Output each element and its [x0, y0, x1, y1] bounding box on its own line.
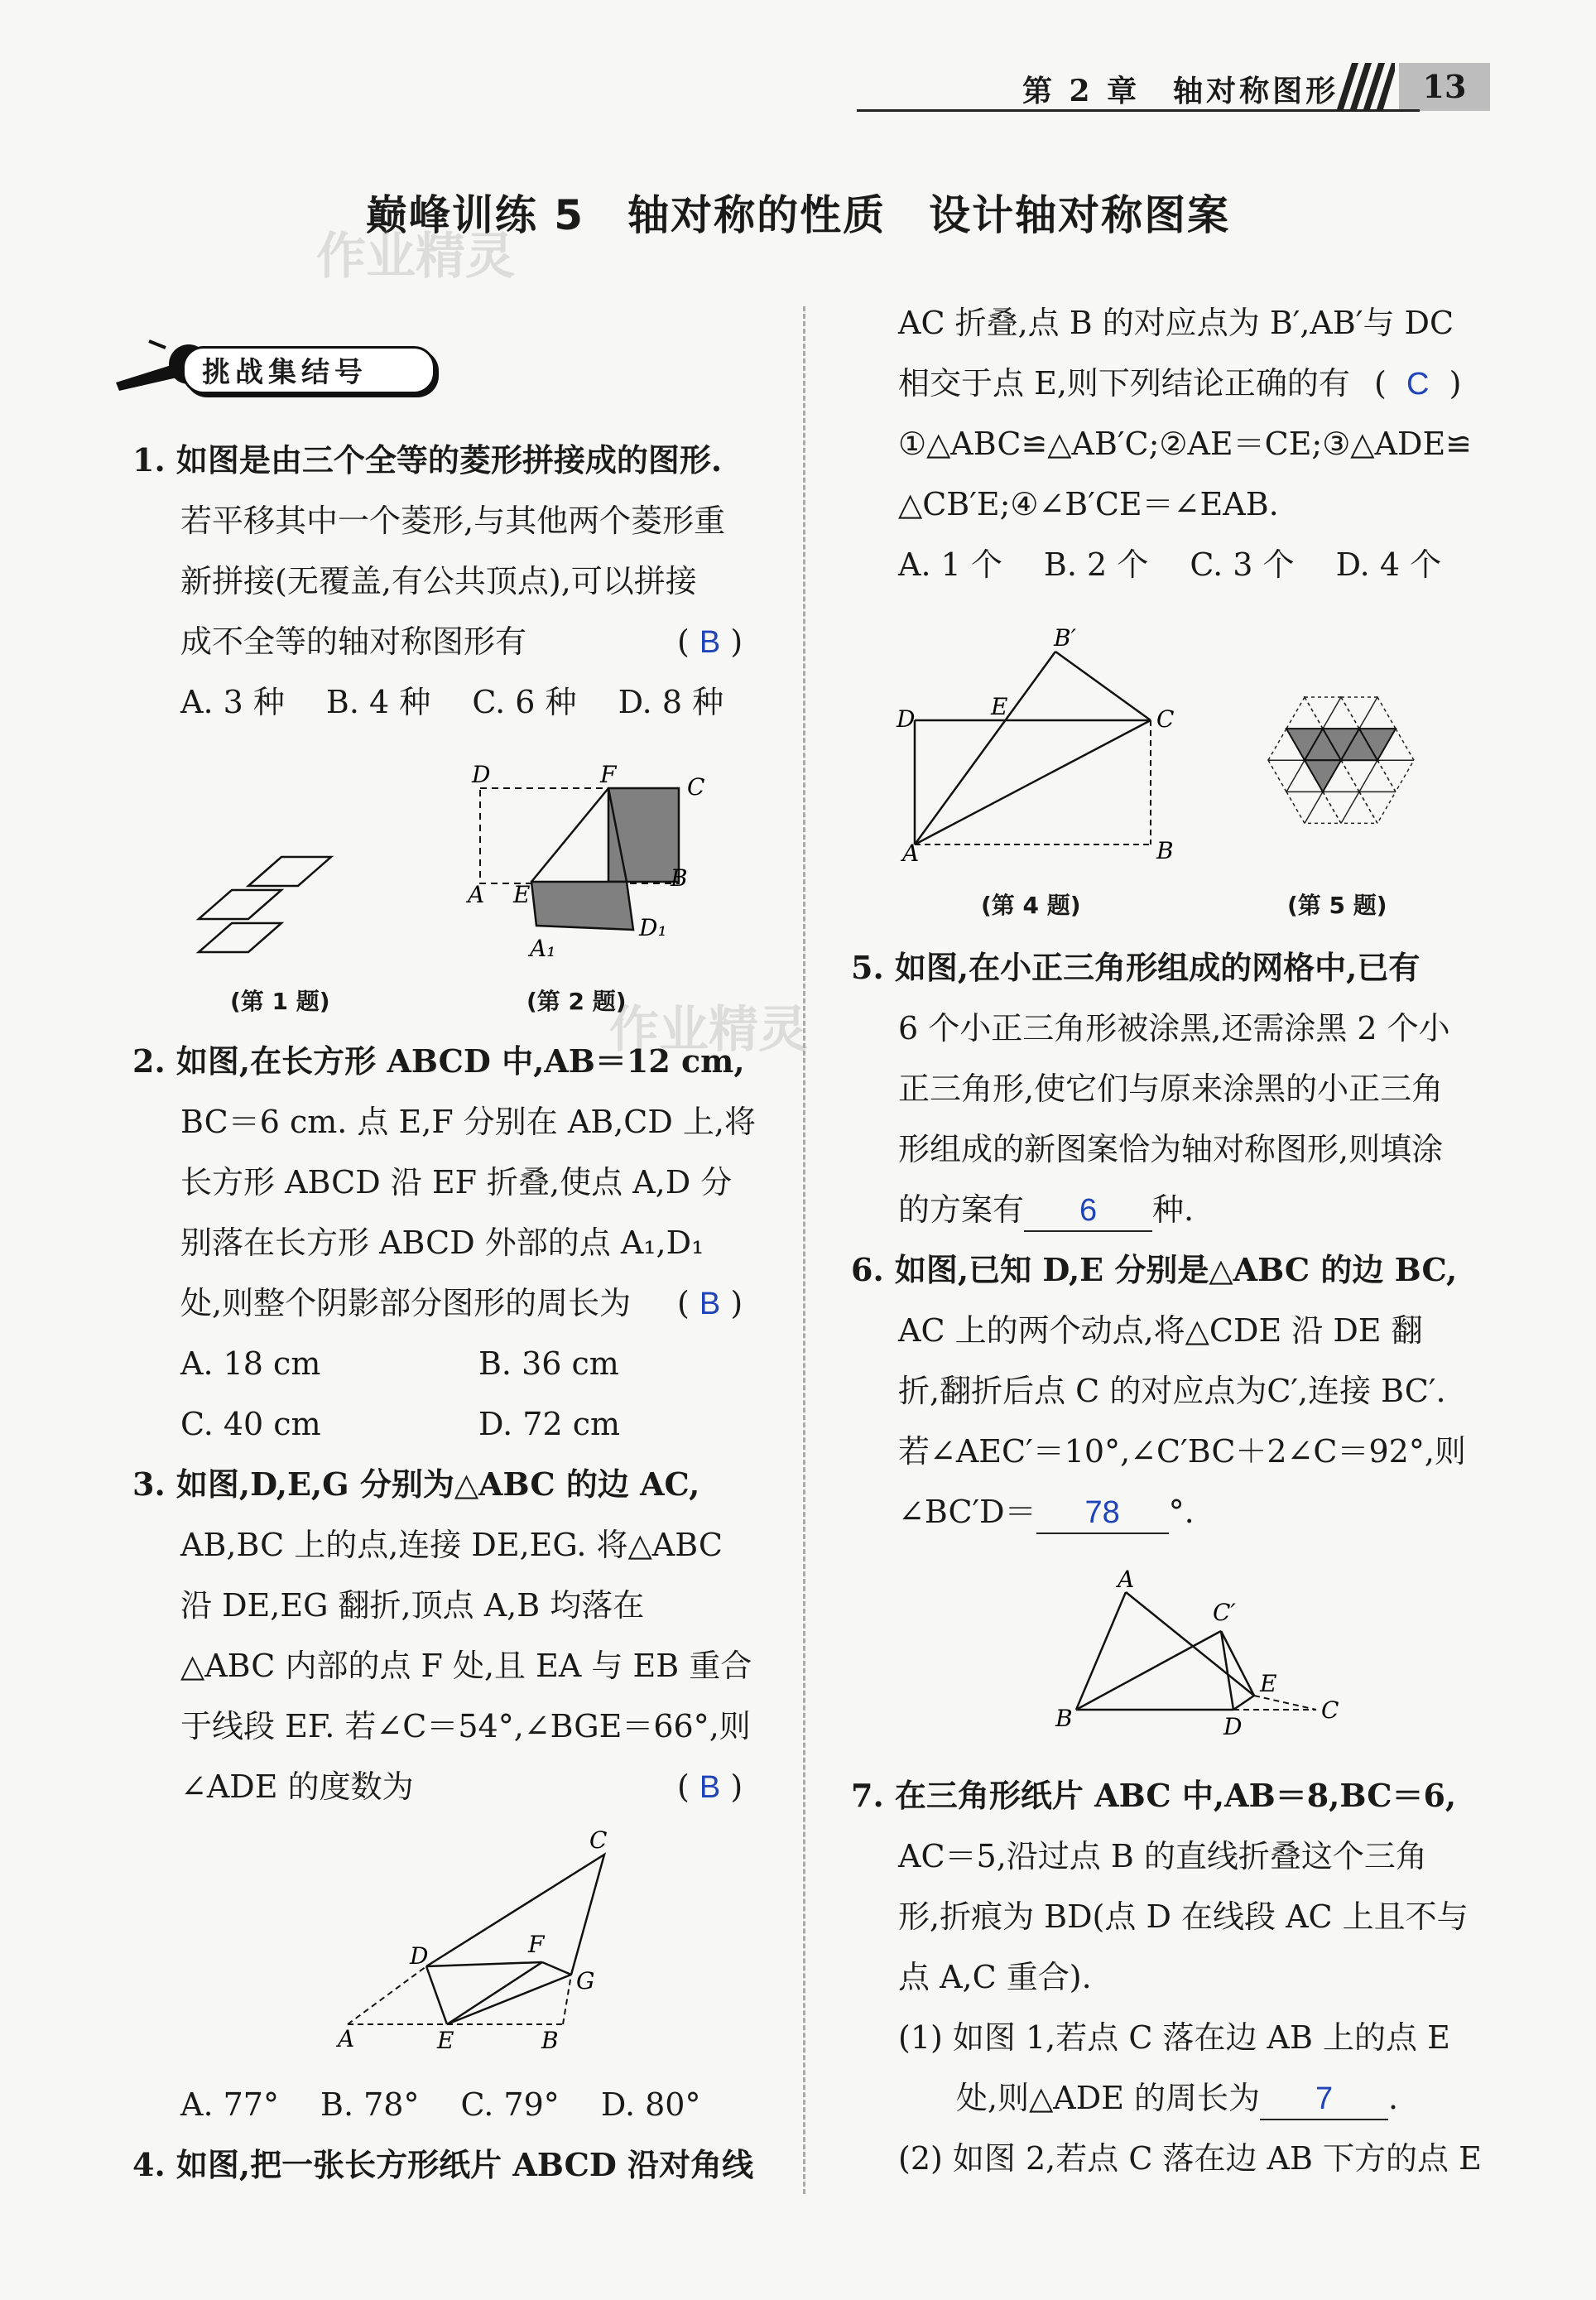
- page-number: 13: [1399, 63, 1490, 111]
- q3-answer: B: [699, 1770, 721, 1805]
- q7-sub1-line-2: [956, 2078, 1398, 2120]
- fig3-label-A: A: [338, 2025, 355, 2052]
- fig4-label-Bprime: B′: [1054, 624, 1076, 652]
- fig3-label-F: F: [528, 1931, 545, 1958]
- q1-options: A. 3 种 B. 4 种 C. 6 种 D. 8 种: [180, 684, 724, 720]
- q4-line-3: 相交于点 E,则下列结论正确的有: [898, 365, 1350, 402]
- watermark: 作业精灵: [316, 228, 515, 286]
- fig3-label-D: D: [410, 1942, 429, 1970]
- chapter-header: 第 2 章 轴对称图形: [1022, 74, 1339, 108]
- q4-line-5: △CB′E;④∠B′CE＝∠EAB.: [898, 486, 1279, 522]
- grid-triangle: [1341, 697, 1377, 729]
- fig4-label-E: E: [991, 693, 1008, 720]
- q5-line-4: 形组成的新图案恰为轴对称图形,则填涂: [898, 1131, 1444, 1167]
- q1-line-1: 1. 如图是由三个全等的菱形拼接成的图形.: [132, 441, 723, 479]
- figure-5-triangle-grid: [1238, 687, 1445, 869]
- fig3-label-B: B: [541, 2027, 559, 2053]
- grid-triangle: [1359, 792, 1396, 823]
- q3-options: A. 77° B. 78° C. 79° D. 80°: [180, 2086, 701, 2123]
- fig2-label-D: D: [472, 761, 491, 788]
- q7-line-4: 点 A,C 重合).: [898, 1959, 1092, 1995]
- grid-triangle: [1341, 760, 1377, 792]
- q2-answer: B: [699, 1287, 721, 1321]
- grid-triangle: [1286, 697, 1323, 729]
- fig6-label-C: C: [1321, 1696, 1339, 1724]
- q2-answer-bracket: ( B ): [677, 1285, 743, 1321]
- fig4-label-B: B: [1156, 837, 1174, 864]
- fig6-label-B: B: [1055, 1705, 1073, 1732]
- fig2-label-A: A: [468, 881, 485, 908]
- shaded-triangle: [1305, 760, 1341, 792]
- q7-sub2-line: (2) 如图 2,若点 C 落在边 AB 下方的点 E: [898, 2140, 1482, 2177]
- q4-line-2: AC 折叠,点 B 的对应点为 B′,AB′与 DC: [898, 305, 1454, 341]
- q6-line-4: 若∠AEC′＝10°,∠C′BC＋2∠C＝92°,则: [898, 1433, 1466, 1470]
- grid-triangle: [1341, 792, 1377, 823]
- q6-line-2: AC 上的两个动点,将△CDE 沿 DE 翻: [898, 1312, 1423, 1349]
- watermark-2: 作业精灵: [609, 1001, 808, 1059]
- q2-option-c: C. 40 cm: [180, 1406, 321, 1442]
- fig6-label-D: D: [1223, 1713, 1243, 1740]
- q4-line-1: 4. 如图,把一张长方形纸片 ABCD 沿对角线: [132, 2146, 754, 2183]
- fig2-label-A1: A₁: [530, 935, 556, 962]
- header-stripes: [1337, 63, 1395, 109]
- column-divider: [803, 306, 805, 2194]
- fig4-label-C: C: [1156, 705, 1175, 733]
- q5-line-3: 正三角形,使它们与原来涂黑的小正三角: [898, 1071, 1444, 1107]
- q3-line-1: 3. 如图,D,E,G 分别为△ABC 的边 AC,: [132, 1465, 700, 1503]
- q6-line-5-text: ∠BC′D＝: [898, 1494, 1036, 1530]
- fig2-label-D1: D₁: [639, 914, 667, 941]
- fig2-label-E: E: [513, 881, 531, 908]
- q6-suffix: °.: [1168, 1494, 1195, 1530]
- figure-4-folded-rectangle: [890, 617, 1188, 865]
- fig6-label-E: E: [1260, 1670, 1277, 1697]
- grid-triangle: [1305, 697, 1341, 729]
- q3-line-5: 于线段 EF. 若∠C＝54°,∠BGE＝66°,则: [180, 1708, 751, 1744]
- grid-triangle: [1323, 792, 1359, 823]
- grid-triangle: [1359, 697, 1396, 729]
- fig2-label-C: C: [687, 773, 705, 801]
- q1-line-4: 成不全等的轴对称图形有: [180, 623, 527, 660]
- q7-line-2: AC＝5,沿过点 B 的直线折叠这个三角: [898, 1838, 1427, 1874]
- q2-line-1: 2. 如图,在长方形 ABCD 中,AB＝12 cm,: [132, 1042, 745, 1080]
- grid-triangle: [1323, 697, 1359, 729]
- q2-option-b: B. 36 cm: [478, 1345, 619, 1382]
- q7-sub1-answer: 7: [1260, 2079, 1388, 2120]
- q2-option-d: D. 72 cm: [478, 1406, 621, 1442]
- q3-line-3: 沿 DE,EG 翻折,顶点 A,B 均落在: [180, 1587, 645, 1624]
- section-badge: [116, 339, 443, 397]
- fig6-label-Cprime: C′: [1213, 1599, 1236, 1626]
- q1-answer-bracket: ( B ): [677, 623, 743, 660]
- fig2-label-B: B: [671, 864, 688, 892]
- q3-answer-bracket: ( B ): [677, 1768, 743, 1805]
- fig4-label-D: D: [897, 705, 916, 733]
- q5-line-5-text: 的方案有: [898, 1191, 1025, 1228]
- page-title: 巅峰训练 5 轴对称的性质 设计轴对称图案: [365, 191, 1231, 239]
- q7-line-1: 7. 在三角形纸片 ABC 中,AB＝8,BC＝6,: [851, 1777, 1457, 1814]
- q7-sub1-line-1: (1) 如图 1,若点 C 落在边 AB 上的点 E: [898, 2019, 1450, 2056]
- grid-triangle: [1377, 760, 1414, 792]
- figure-1-rhombuses: [190, 836, 381, 969]
- q3-line-6: ∠ADE 的度数为: [180, 1768, 414, 1805]
- q5-line-5: [898, 1190, 1194, 1232]
- fig2-label-F: F: [600, 761, 617, 788]
- fig6-label-A: A: [1118, 1569, 1135, 1593]
- q3-line-4: △ABC 内部的点 F 处,且 EA 与 EB 重合: [180, 1648, 752, 1684]
- q2-line-5: 处,则整个阴影部分图形的周长为: [180, 1285, 632, 1321]
- grid-triangle: [1268, 760, 1305, 792]
- figure-2-folded-rectangle: [455, 753, 712, 969]
- q2-line-2: BC＝6 cm. 点 E,F 分别在 AB,CD 上,将: [180, 1104, 757, 1140]
- fig4-label-A: A: [902, 840, 920, 865]
- q5-answer: 6: [1024, 1191, 1152, 1232]
- q5-line-1: 5. 如图,在小正三角形组成的网格中,已有: [851, 949, 1421, 986]
- q7-sub1-suffix: .: [1388, 2080, 1399, 2116]
- q6-line-3: 折,翻折后点 C 的对应点为C′,连接 BC′.: [898, 1373, 1446, 1409]
- grid-triangle: [1305, 792, 1341, 823]
- q7-line-3: 形,折痕为 BD(点 D 在线段 AC 上且不与: [898, 1898, 1469, 1935]
- q1-line-3: 新拼接(无覆盖,有公共顶点),可以拼接: [180, 563, 697, 599]
- q1-line-2: 若平移其中一个菱形,与其他两个菱形重: [180, 503, 726, 539]
- grid-triangle: [1359, 760, 1396, 792]
- q2-line-4: 别落在长方形 ABCD 外部的点 A₁,D₁: [180, 1225, 704, 1261]
- fig3-label-G: G: [576, 1967, 595, 1994]
- q4-answer: C: [1406, 367, 1430, 402]
- q4-answer-bracket: ( C ): [1374, 365, 1462, 402]
- q6-line-1: 6. 如图,已知 D,E 分别是△ABC 的边 BC,: [851, 1251, 1458, 1288]
- badge-label: 挑战集结号: [202, 356, 368, 389]
- q1-answer: B: [699, 625, 721, 660]
- fig3-label-C: C: [589, 1830, 608, 1854]
- fig3-label-E: E: [437, 2027, 454, 2053]
- q4-options: A. 1 个 B. 2 个 C. 3 个 D. 4 个: [898, 546, 1442, 583]
- q2-line-3: 长方形 ABCD 沿 EF 折叠,使点 A,D 分: [180, 1164, 733, 1201]
- q5-suffix: 种.: [1152, 1191, 1195, 1228]
- fig1-caption: (第 1 题): [230, 988, 330, 1015]
- figure-6-triangle: [1043, 1569, 1349, 1743]
- q7-sub1-text: 处,则△ADE 的周长为: [956, 2080, 1261, 2116]
- q2-option-a: A. 18 cm: [180, 1345, 321, 1382]
- q5-line-2: 6 个小正三角形被涂黑,还需涂黑 2 个小: [898, 1010, 1450, 1047]
- grid-triangle: [1286, 792, 1323, 823]
- figure-3-triangle: [331, 1830, 637, 2053]
- fig4-caption: (第 4 题): [981, 892, 1081, 919]
- fig5-caption: (第 5 题): [1287, 892, 1387, 919]
- header-rule: [857, 109, 1420, 112]
- q4-line-4: ①△ABC≌△AB′C;②AE＝CE;③△ADE≌: [898, 426, 1473, 462]
- q6-answer: 78: [1036, 1493, 1169, 1534]
- fig2-caption: (第 2 题): [526, 988, 627, 1015]
- q3-line-2: AB,BC 上的点,连接 DE,EG. 将△ABC: [180, 1527, 723, 1563]
- q6-line-5: [898, 1492, 1195, 1534]
